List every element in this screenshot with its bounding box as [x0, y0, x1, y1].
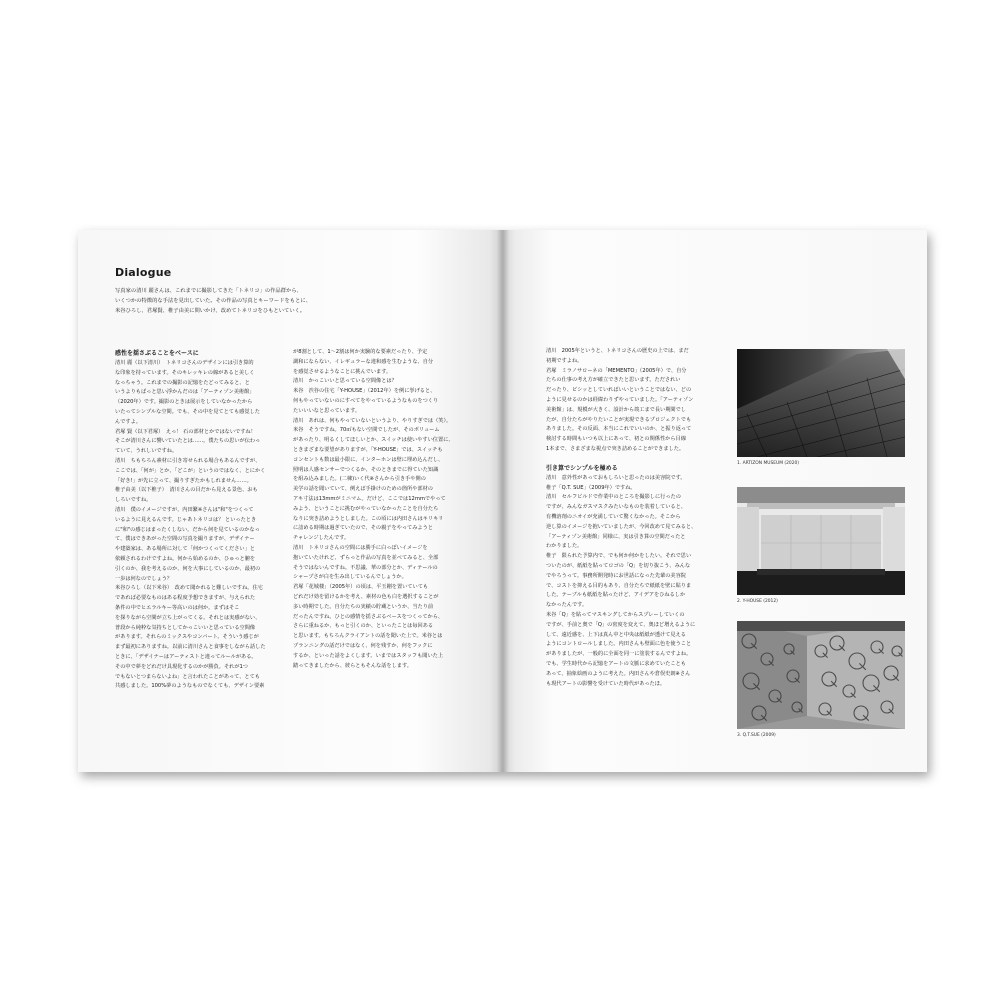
text-line: 1本まで、さまざまな視点で突き詰めることができました。	[546, 445, 685, 452]
text-line: たちの仕事の考え方が確立できたと思います。ただされい	[546, 377, 681, 384]
intro-line: 写真家の清川 麗さんは、これまでに撮影してきた「トネリコ」の作品群から、	[115, 288, 302, 294]
text-line: に"和"の感じはまったくしない。だから何を見ているのかなっ	[115, 526, 260, 533]
text-line: なっちゃう。これまでの撮影の記憶をたどってみると、と	[115, 379, 250, 386]
text-line: や建築家は、ある場所に対して「何かつくってください」と	[115, 546, 255, 553]
text-line: んですよ。	[115, 418, 141, 425]
text-line: わかりました。	[546, 543, 583, 550]
text-line: なりに突き詰めようとしました。この頃には内田さんはキリキリ	[293, 515, 444, 522]
photo-y-house	[737, 487, 905, 595]
text-line: ようにコントロールしました。内田さんも壁面に色を使うこと	[546, 641, 692, 648]
text-line: があったり、明るくしてほしいとか、スイッチは使いやすい位置に、	[293, 437, 454, 444]
text-line: して、遠近感を、上下は真ん中と中央は紙紙が透けて見える	[546, 631, 686, 638]
text-line: 初期ですよね。	[546, 357, 583, 364]
intro-line: いくつかの特徴的な手法を見出していた。その作品の写真とキーワードをもとに、	[115, 298, 311, 304]
text-line: まず最初にありますね。以前に清川さんと食事をしながら話した	[115, 644, 266, 651]
text-line: 清川 あれは、何もやっていないというより、やりすぎでは（笑）。	[293, 417, 452, 424]
text-line: 調和にならない、イレギュラーな違和感を生むような、自分	[293, 358, 434, 365]
text-line: 清川 2005年というと、トネリコさんの歴史の上では、まだ	[546, 348, 689, 354]
text-line: 美学の話を聞いていて、例えば手掛けのための箇所や部材の	[293, 486, 433, 493]
text-line: と思います。もちろんクライアントの話を聞いた上で。米谷とは	[293, 633, 443, 640]
text-line: たいいいなと思っています。	[293, 407, 361, 414]
text-line: も現代アートの影響を受けていた時代があったほ。	[546, 680, 666, 687]
text-line: いたってシンプルな空間。でも、その中を見てとても感覚した	[115, 408, 260, 415]
page-title: Dialogue	[115, 266, 172, 279]
text-line: 君塚「花城楼」（2005年）の頃は、平玉剛を置いていても	[293, 584, 429, 591]
text-line: 逆し算のイメージを抱いていましたが、今回改めて見てみると、	[546, 523, 697, 530]
right-page	[502, 230, 927, 772]
text-line: ように見せるのかは経緯わりずやっていました。「アーティゾン	[546, 396, 694, 403]
text-line: コンセントも数は最小限に、インターホンは壁に埋め込んだし、	[293, 456, 444, 463]
text-line: ですが、みんなガスマスクみたいなものを装着していると、	[546, 504, 686, 511]
book-gutter	[497, 230, 509, 772]
text-line: 清川 僕のイメージですが、内田繁※さんは"和"をつくって	[115, 506, 254, 513]
text-line: さらに重ねるか、もっと引くのか、といったことは毎回ある	[293, 623, 434, 630]
text-line: 清川 麗（以下清川） トネリコさんのデザインには引き算的	[115, 360, 254, 366]
text-line: 何もやっていないのにすべてをやっているようなものをつくり	[293, 397, 439, 404]
text-line: 米谷 そうですね。70㎡もない空間でしたが、そのボリューム	[293, 427, 440, 434]
text-line: 有機溶剤のニオイが充満していて驚くなかった。そこから	[546, 513, 681, 520]
text-line: 君塚 賢（以下君塚） えっ！ 石の部材とかではないですね！	[115, 428, 256, 435]
text-line: 「アーティゾン美術館」同様に、実は引き算の空間だったと	[546, 533, 686, 540]
text-line: がありましたが、一般的に全面を同一に塗装するんですよね。	[546, 651, 692, 658]
text-line: 普段から純粋な気持ちとしてかっこいいと思っている空間像	[115, 624, 256, 631]
photo-caption: 2. Y-HOUSE (2012)	[737, 599, 778, 604]
text-line: で、コストを抑える目的もあり、自分たちで紙紙を壁に貼りま	[546, 582, 692, 589]
photo-caption: 1. ARTIZON MUSEUM (2020)	[737, 461, 799, 466]
text-line: 検討する時間もいつも以上にあって、初との関係性から目線	[546, 436, 686, 443]
text-line: な印象を持っています。そのキレッキレの線があると美しく	[115, 369, 255, 376]
text-line: いうよりもぱっと思い浮かんだのは「アーティゾン美術館」	[115, 389, 255, 396]
text-line: を組み込みました。(二棟)いく代※さんから引き手や開の	[293, 476, 426, 483]
text-line: 照明は人感センサーでつくるか、そのときまでに得ていた知識	[293, 466, 439, 473]
text-line: 引くのか、我を考えるのか、何を大事にしているのか、最初の	[115, 565, 261, 572]
section-heading: 感性を揺さぶることをベースに	[115, 350, 199, 357]
photo-y-house-image	[737, 487, 905, 595]
text-line: だったり、ピシッとしていればいいということではない、どの	[546, 387, 692, 394]
text-line: ですが、手前と奥で「Q」の密度を変えて、奥ほど増えるように	[546, 621, 696, 628]
text-line: があります。それらのミックスやコンバート。そういう感じが	[115, 634, 259, 641]
text-line: チャレンジしたんです。	[293, 535, 350, 542]
text-column-2	[293, 348, 483, 671]
text-line: 清川 かっこいいと思っている空間像とは？	[293, 378, 397, 385]
text-line: 椎子由美（以下椎子） 清川さんの目だから見える景色、おも	[115, 487, 258, 494]
text-line: 椎子「Q.T. SUE」（2009年）ですね。	[546, 484, 636, 491]
text-line: 清川 セルフビルドで作業中のところを撮影しに行ったの	[546, 494, 681, 501]
text-line: 美術館」は、規模が大きく、設計から竣工まで長い期間でし	[546, 406, 686, 413]
text-line: であれば必要なものはある程度予想できますが、与えられた	[115, 595, 256, 602]
text-line: なかったんです。	[546, 602, 588, 609]
text-line: 条件の中でヒエラルキー等高いのは何か。まずはそこ	[115, 604, 240, 611]
photo-qt-sue-image	[737, 621, 905, 729]
text-line: が8割として、1～2割は何か実験的な要素だったり、予定	[293, 349, 428, 355]
text-line: その中で夢をどれだけ具現化するのかが勝負。それが1つ	[115, 663, 248, 670]
text-line: でやろうって。事務所開発時にお世話になった先輩の美容院	[546, 572, 686, 579]
text-line: ついたのが、紙紙を貼ってロゴの「Q」を切り抜こう、みんな	[546, 562, 691, 569]
text-line: した。テーブルも紙紙を貼ったけど、アイデアをひねるしか	[546, 592, 686, 599]
text-line: ここでは、「何が」とか、「どこが」というのではなく、とにかく	[115, 467, 266, 474]
text-line: （2020年）です。撮影のときは展示をしていなかったから	[115, 399, 253, 406]
text-line: ときまざまな要望がありますが、「Y-HOUSE」では、スイッチも	[293, 446, 443, 453]
text-column-1	[115, 348, 305, 692]
intro-line: 米谷ひろし、君塚賢、椎子由美に問いかけ、改めてトネリコをひもといていく。	[115, 308, 306, 314]
text-column-3	[546, 347, 728, 689]
text-line: ときに、「デザイナーはアーティストと違ってルールがある。	[115, 653, 257, 660]
text-line: あって、抽象絵画のように考えた。内田さんや倉俣史朗※さん	[546, 670, 691, 677]
text-line: どれだけ効を留けるかを考え、素材の色も白を選択することが	[293, 593, 439, 600]
text-line: 抱いていたけれど、ずらっと作品の写真を並べてみると、全部	[293, 554, 439, 561]
text-line: アキ寸法は13mmがミニマム。だけど、ここでは12mmでやって	[293, 495, 446, 502]
text-line: ありました。その反面、本当にこれでいいのか、と振り返って	[546, 426, 692, 433]
text-line: しろいですね。	[115, 497, 152, 504]
text-line: みよう、ということに挑むがやっていなかったことを自分たち	[293, 505, 439, 512]
text-line: て、僕はできあがった空間の写真を撮りますが、デザイナー	[115, 536, 255, 543]
text-line: 米谷 渋谷の住宅「Y-HOUSE」（2012年）を例に挙げると、	[293, 388, 436, 395]
text-line: そうではないんですね。不思議、華の部分とか、ディテールの	[293, 564, 438, 571]
text-line: を感覚させるようなことに挑んでいます。	[293, 368, 392, 375]
text-line: たが、自分たちがやりたいことが実現できるプロジェクトでも	[546, 416, 692, 423]
text-line: 依頼されるわけですよね。何から始めるのか、ひゅっと腑を	[115, 555, 256, 562]
text-line: ていて、うれしいですね。	[115, 448, 178, 455]
intro-paragraph	[115, 286, 415, 316]
text-line: 椎子 限られた予算内で、でも何か何かをしたい。それで思い	[546, 553, 692, 560]
text-line: 米谷「Q」を貼ってマスキングしてからスプレーしていくの	[546, 611, 685, 618]
text-line: 米谷ひろし（以下米谷） 改めて聞かれると難しいですね。住宅	[115, 585, 263, 592]
text-line: 「好き!」が先に立って、撮りすぎたかもしれません……。	[115, 477, 252, 484]
left-page	[78, 230, 502, 772]
text-line: だったんですね。ひとの感情を揺さぶるベースをつくってから、	[293, 613, 444, 620]
magazine-spread	[78, 230, 927, 772]
text-line: プランニングの話だけではなく、何を残すか、何をフックに	[293, 642, 433, 649]
text-line: 清川 トネリコさんの空間には勝手に白っぽいイメージを	[293, 544, 428, 551]
section-heading: 引き算でシンプルを極める	[546, 464, 618, 472]
text-line: でも、学生時代から記憶をアートの文脈に求めていたことも	[546, 660, 686, 667]
text-line: でもないとつまらないよね」と言われたことがあって、とても	[115, 673, 260, 680]
text-line: するか、といった話をよくします。いまではスタッフも聞いた上	[293, 652, 444, 659]
text-line: 一歩は何なのでしょう？	[115, 575, 173, 582]
text-line: いるように見えるんです。じゃあトネリコは？ といったとき	[115, 516, 257, 523]
text-line: 清川 ちもちろん素材に引き寄せられる場合もあるんですが、	[115, 457, 261, 464]
text-line: シャープさが白を生み出しているんでしょうか。	[293, 574, 407, 581]
text-line: 清川 意外性があっておもしろいと思ったのは美容院です。	[546, 474, 686, 481]
text-line: 君塚 ミラノサローネの「MEMENTO」（2005年）で、自分	[546, 367, 687, 374]
photo-artizon-museum	[737, 349, 905, 457]
text-line: そこが清川さんに響いていたとは……。僕たちの思いが伝わっ	[115, 438, 261, 445]
photo-artizon-museum-image	[737, 349, 905, 457]
text-line: 共感しました。100%夢のようなものでなくても、デザイン要素	[115, 683, 265, 690]
text-line: 踏ってきましたから、彼らともそんな話をします。	[293, 662, 412, 669]
photo-qt-sue	[737, 621, 905, 729]
text-line: 多い時期でした。自分たちの実績の貯蔵というか、当たり前	[293, 603, 434, 610]
photo-caption: 3. Q.T.SUE (2009)	[737, 733, 776, 738]
text-line: を探りながら空間が立ち上がってくる。それとは実感がない、	[115, 614, 261, 621]
text-line: に詰める時期は過ぎていたので、その親子をやってみようと	[293, 525, 433, 532]
